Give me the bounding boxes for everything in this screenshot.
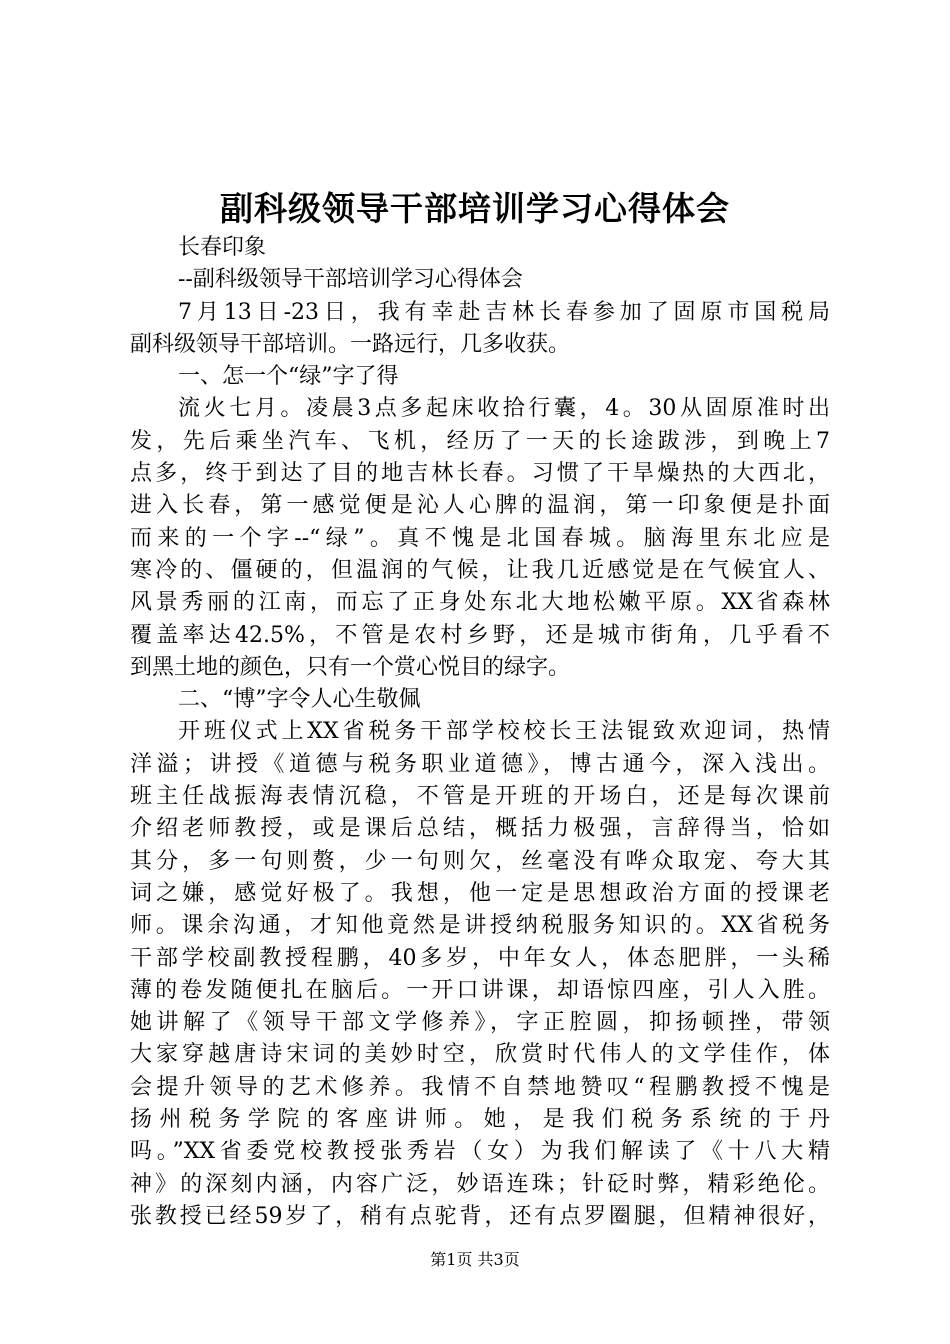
text-line: 吗。”XX省委党校教授张秀岩（女）为我们解读了《十八大精 <box>130 1139 830 1165</box>
text-line: 点多，终于到达了目的地吉林长春。习惯了干旱燥热的大西北， <box>130 461 830 487</box>
text-line: 洋溢；讲授《道德与税务职业道德》，博古通今，深入浅出。 <box>130 751 830 777</box>
text-line: 扬州税务学院的客座讲师。她，是我们税务系统的于丹 <box>130 1107 830 1133</box>
page-footer: 第1页 共3页 <box>430 1250 520 1269</box>
text-line: 薄的卷发随便扎在脑后。一开口讲课，却语惊四座，引人入胜。 <box>130 977 830 1003</box>
text-line: 覆盖率达42.5%，不管是农村乡野，还是城市街角，几乎看不 <box>130 622 830 648</box>
text-line: 到黑土地的颜色，只有一个赏心悦目的绿字。 <box>130 654 571 680</box>
text-line: 她讲解了《领导干部文学修养》，字正腔圆，抑扬顿挫，带领 <box>130 1010 830 1036</box>
text-line: 开班仪式上XX省税务干部学校校长王法锟致欢迎词，热情 <box>178 719 830 745</box>
text-line: 风景秀丽的江南，而忘了正身处东北大地松嫩平原。XX省森林 <box>130 590 830 616</box>
text-line: 流火七月。凌晨3点多起床收拾行囊，4。30从固原准时出 <box>178 396 830 422</box>
text-line: 而来的一个字--“绿”。真不愧是北国春城。脑海里东北应是 <box>130 525 830 551</box>
text-line: 介绍老师教授，或是课后总结，概括力极强，言辞得当，恰如 <box>130 816 830 842</box>
text-line: 一、怎一个“绿”字了得 <box>178 364 399 390</box>
text-line: 师。课余沟通，才知他竟然是讲授纳税服务知识的。XX省税务 <box>130 913 830 939</box>
text-line: 神》的深刻内涵，内容广泛，妙语连珠；针砭时弊，精彩绝伦。 <box>130 1171 830 1197</box>
text-line: 长春印象 <box>178 235 267 260</box>
text-line: 二、“博”字令人心生敬佩 <box>178 687 421 713</box>
text-line: 副科级领导干部培训。一路远行，几多收获。 <box>130 331 571 357</box>
text-line: 寒冷的、僵硬的，但温润的气候，让我几近感觉是在气候宜人、 <box>130 557 830 583</box>
text-line: 发，先后乘坐汽车、飞机，经历了一天的长途跋涉，到晚上7 <box>130 428 830 454</box>
document-title: 副科级领导干部培训学习心得体会 <box>220 189 730 228</box>
text-line: 会提升领导的艺术修养。我情不自禁地赞叹“程鹏教授不愧是 <box>130 1074 830 1100</box>
text-line: 7月13日-23日，我有幸赴吉林长春参加了固原市国税局 <box>178 299 830 325</box>
text-line: 张教授已经59岁了，稍有点驼背，还有点罗圈腿，但精神很好， <box>130 1203 830 1229</box>
text-line: 进入长春，第一感觉便是沁人心脾的温润，第一印象便是扑面 <box>130 493 830 519</box>
document-body <box>130 232 830 1233</box>
text-line: 其分，多一句则赘，少一句则欠，丝毫没有哗众取宠、夸大其 <box>130 848 830 874</box>
text-line: --副科级领导干部培训学习心得体会 <box>178 267 523 293</box>
text-line: 词之嫌，感觉好极了。我想，他一定是思想政治方面的授课老 <box>130 880 830 906</box>
text-line: 干部学校副教授程鹏，40多岁，中年女人，体态肥胖，一头稀 <box>130 945 830 971</box>
text-line: 大家穿越唐诗宋词的美妙时空，欣赏时代伟人的文学佳作，体 <box>130 1042 830 1068</box>
text-line: 班主任战振海表情沉稳，不管是开班的开场白，还是每次课前 <box>130 784 830 810</box>
